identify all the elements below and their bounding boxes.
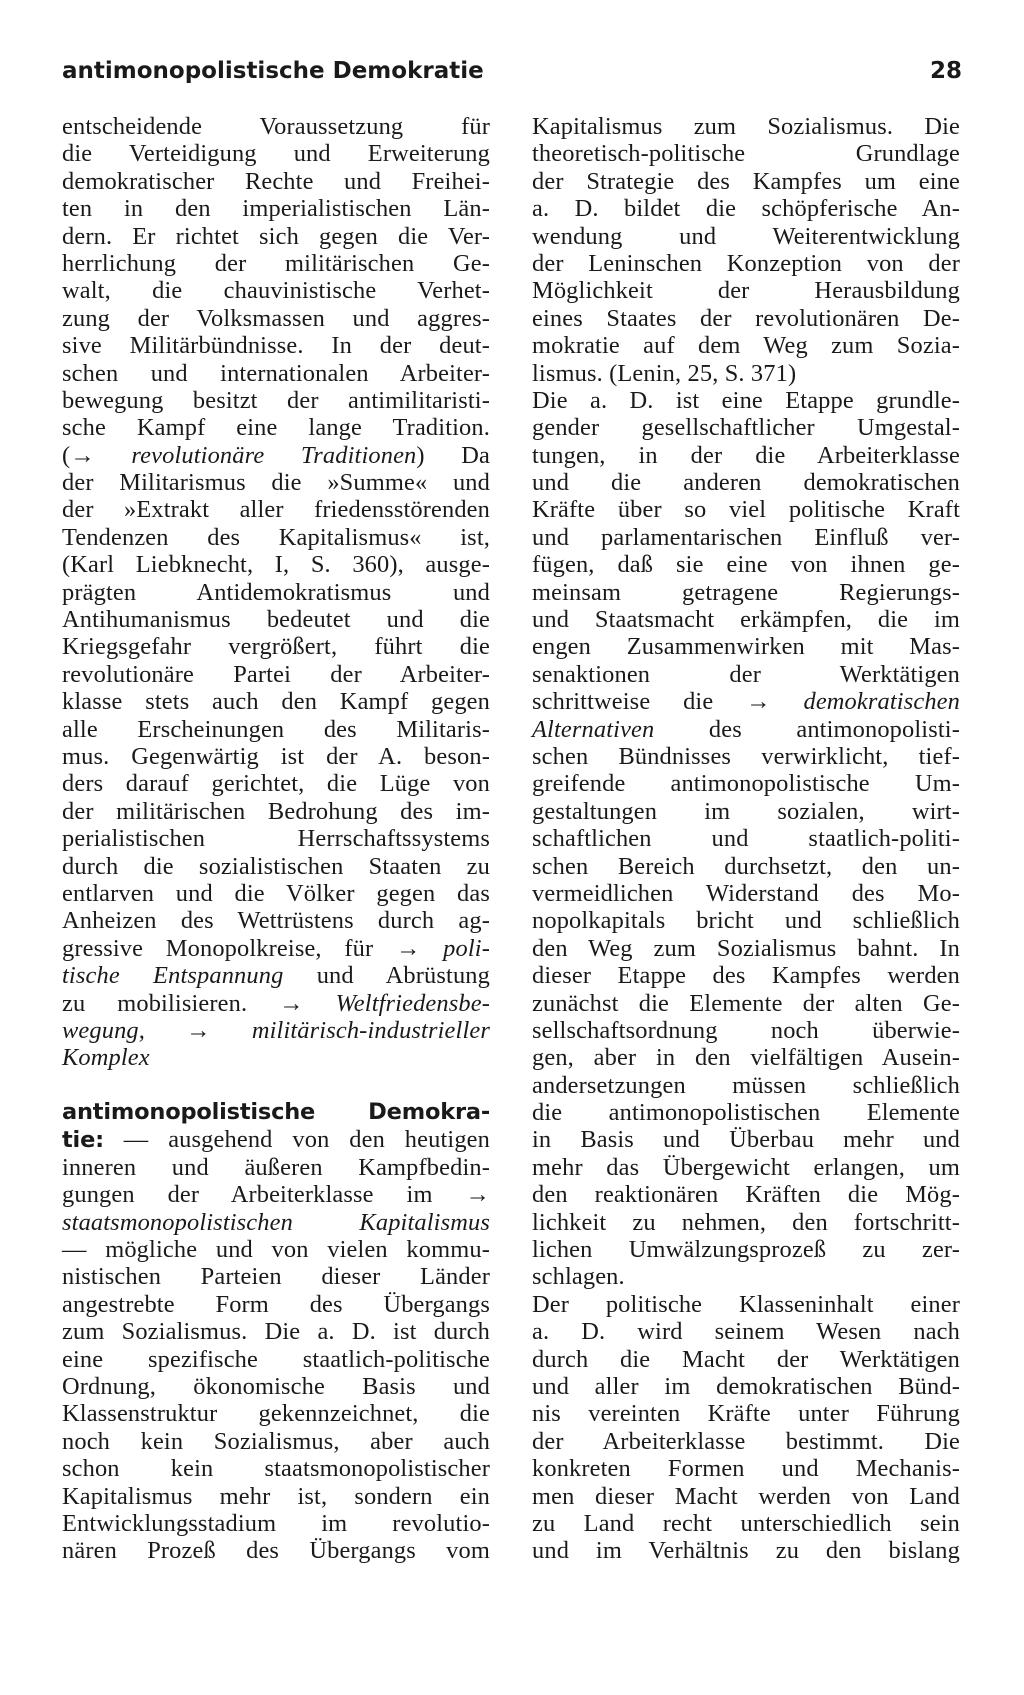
text-line: ders darauf gerichtet, die Lüge von — [62, 770, 490, 798]
text-line: fügen, daß sie eine von ihnen ge- — [532, 551, 960, 579]
text-line: schen Bereich durchsetzt, den un- — [532, 852, 960, 880]
text-line: inneren und äußeren Kampfbedin- — [62, 1153, 490, 1181]
text-line: dieser Etappe des Kampfes werden — [532, 962, 960, 990]
text-line: die antimonopolistischen Elemente — [532, 1099, 960, 1127]
text-segment: → — [145, 1016, 252, 1044]
text-line: a. D. wird seinem Wesen nach — [532, 1318, 960, 1346]
text-line: schon kein staatsmonopolistischer — [62, 1455, 490, 1483]
text-line: nopolkapitals bricht und schließlich — [532, 907, 960, 935]
text-line: andersetzungen müssen schließlich — [532, 1071, 960, 1099]
text-line: den Weg zum Sozialismus bahnt. In — [532, 934, 960, 962]
text-line: zunächst die Elemente der alten Ge- — [532, 989, 960, 1017]
text-line: herrlichung der militärischen Ge- — [62, 249, 490, 277]
text-line: Klassenstruktur gekennzeichnet, die — [62, 1400, 490, 1428]
text-line: demokratischer Rechte und Freihei- — [62, 167, 490, 195]
text-line: und die anderen demokratischen — [532, 469, 960, 497]
text-line: perialistischen Herrschaftssystems — [62, 825, 490, 853]
left-column — [62, 113, 490, 1565]
text-line: der Strategie des Kampfes um eine — [532, 167, 960, 195]
text-segment: schrittweise die → — [532, 688, 804, 716]
text-line — [62, 1126, 490, 1153]
cross-reference-link[interactable]: wegung, — [62, 1016, 146, 1044]
text-line — [532, 688, 960, 715]
text-segment: — ausgehend von den heutigen — [103, 1126, 490, 1154]
text-line: der Leninschen Konzeption von der — [532, 249, 960, 277]
text-line: walt, die chauvinistische Verhet- — [62, 277, 490, 305]
text-line: mus. Gegenwärtig ist der A. beson- — [62, 742, 490, 770]
cross-reference-link[interactable]: revolutionäre Traditionen — [131, 441, 417, 469]
text-line: gungen der Arbeiterklasse im → — [62, 1181, 490, 1209]
cross-reference-link[interactable]: staatsmonopolistischen Kapitalismus — [62, 1208, 490, 1236]
text-line: den reaktionären Kräften die Mög- — [532, 1181, 960, 1209]
text-line: konkreten Formen und Mechanis- — [532, 1455, 960, 1483]
text-line: gen, aber in den vielfältigen Ausein- — [532, 1044, 960, 1072]
text-line: klasse stets auch den Kampf gegen — [62, 688, 490, 716]
text-line: (Karl Liebknecht, I, S. 360), ausge- — [62, 551, 490, 579]
text-line: angestrebte Form des Übergangs — [62, 1290, 490, 1318]
text-line: lismus. (Lenin, 25, S. 371) — [532, 359, 797, 387]
page-number: 28 — [929, 58, 962, 84]
text-line: zum Sozialismus. Die a. D. ist durch — [62, 1318, 490, 1346]
text-line: nären Prozeß des Übergangs vom — [62, 1537, 490, 1565]
text-line: zu Land recht unterschiedlich sein — [532, 1509, 960, 1537]
text-line: alle Erscheinungen des Militaris- — [62, 715, 490, 743]
text-line — [62, 990, 490, 1017]
text-segment: gressive Monopolkreise, für → — [62, 934, 444, 962]
cross-reference-link[interactable]: Weltfriedensbe- — [335, 989, 490, 1017]
text-line: lichkeit zu nehmen, den fortschritt- — [532, 1208, 960, 1236]
text-line: schaftlichen und staatlich-politi- — [532, 825, 960, 853]
text-line: a. D. bildet die schöpferische An- — [532, 195, 960, 223]
running-header — [62, 58, 962, 98]
text-line: sche Kampf eine lange Tradition. — [62, 414, 490, 442]
text-line — [532, 716, 960, 743]
text-line: prägten Antidemokratismus und — [62, 578, 490, 606]
text-line: Kräfte über so viel politische Kraft — [532, 496, 960, 524]
text-line: entscheidende Voraussetzung für — [62, 113, 490, 140]
text-line — [62, 962, 490, 989]
text-line: tungen, in der die Arbeiterklasse — [532, 441, 960, 469]
text-line: Ordnung, ökonomische Basis und — [62, 1372, 490, 1400]
entry-headword: antimonopolistische Demokra- — [62, 1099, 490, 1126]
text-line: nis vereinten Kräfte unter Führung — [532, 1400, 960, 1428]
text-line: und parlamentarischen Einfluß ver- — [532, 523, 960, 551]
text-line: in Basis und Überbau mehr und — [532, 1126, 960, 1154]
text-line — [62, 442, 490, 469]
cross-reference-link[interactable]: tische Entspannung — [62, 962, 284, 990]
text-line: nistischen Parteien dieser Länder — [62, 1263, 490, 1291]
cross-reference-link[interactable]: militärisch-industrieller — [251, 1016, 490, 1044]
text-line: theoretisch-politische Grundlage — [532, 140, 960, 168]
text-line: noch kein Sozialismus, aber auch — [62, 1427, 490, 1455]
text-line: revolutionäre Partei der Arbeiter- — [62, 660, 490, 688]
cross-reference-link[interactable]: Alternativen — [532, 715, 655, 743]
entry-headword-end: tie: — [62, 1127, 104, 1154]
text-line: der Arbeiterklasse bestimmt. Die — [532, 1427, 960, 1455]
text-line: Antihumanismus bedeutet und die — [62, 606, 490, 634]
text-line: bewegung besitzt der antimilitaristi- — [62, 386, 490, 414]
text-segment: (→ — [62, 441, 132, 469]
text-line: Kapitalismus zum Sozialismus. Die — [532, 113, 960, 140]
text-line — [62, 1017, 490, 1044]
text-line: Entwicklungsstadium im revolutio- — [62, 1509, 490, 1537]
text-line: Kriegsgefahr vergrößert, führt die — [62, 633, 490, 661]
cross-reference-link[interactable]: poli- — [443, 934, 490, 962]
text-line: eine spezifische staatlich-politische — [62, 1345, 490, 1373]
text-line: — mögliche und von vielen kommu- — [62, 1236, 490, 1264]
text-line: senaktionen der Werktätigen — [532, 660, 960, 688]
text-line: mokratie auf dem Weg zum Sozia- — [532, 332, 960, 360]
text-line: entlarven und die Völker gegen das — [62, 879, 490, 907]
text-line: gestaltungen im sozialen, wirt- — [532, 797, 960, 825]
text-line: lichen Umwälzungsprozeß zu zer- — [532, 1236, 960, 1264]
entry-spacer — [62, 1072, 490, 1099]
text-line: sive Militärbündnisse. In der deut- — [62, 332, 490, 360]
text-line: vermeidlichen Widerstand des Mo- — [532, 879, 960, 907]
text-line: wendung und Weiterentwicklung — [532, 222, 960, 250]
right-column — [532, 113, 960, 1565]
text-line: Die a. D. ist eine Etappe grundle- — [532, 386, 960, 414]
text-line: der militärischen Bedrohung des im- — [62, 797, 490, 825]
text-line: dern. Er richtet sich gegen die Ver- — [62, 222, 490, 250]
text-line: men dieser Macht werden von Land — [532, 1482, 960, 1510]
cross-reference-link[interactable]: Komplex — [62, 1044, 150, 1072]
text-line: durch die Macht der Werktätigen — [532, 1345, 960, 1373]
text-line: schlagen. — [532, 1263, 625, 1291]
cross-reference-link[interactable]: demokratischen — [803, 688, 960, 716]
text-line: sellschaftsordnung noch überwie- — [532, 1016, 960, 1044]
text-line: zung der Volksmassen und aggres- — [62, 304, 490, 332]
text-line: engen Zusammenwirken mit Mas- — [532, 633, 960, 661]
text-line: Der politische Klasseninhalt einer — [532, 1290, 960, 1318]
text-line: schen und internationalen Arbeiter- — [62, 359, 490, 387]
text-line: ten in den imperialistischen Län- — [62, 195, 490, 223]
header-title: antimonopolistische Demokratie — [62, 58, 484, 84]
text-line: meinsam getragene Regierungs- — [532, 578, 960, 606]
text-line: der Militarismus die »Summe« und — [62, 469, 490, 497]
text-line: und aller im demokratischen Bünd- — [532, 1372, 960, 1400]
text-line: Möglichkeit der Herausbildung — [532, 277, 960, 305]
text-segment: des antimonopolisti- — [654, 715, 960, 743]
text-segment: und Abrüstung — [283, 962, 490, 990]
text-line: und Staatsmacht erkämpfen, die im — [532, 606, 960, 634]
text-line: Tendenzen des Kapitalismus« ist, — [62, 523, 490, 551]
text-line: gender gesellschaftlicher Umgestal- — [532, 414, 960, 442]
text-segment: zu mobilisieren. → — [62, 989, 336, 1017]
text-line: schen Bündnisses verwirklicht, tief- — [532, 742, 960, 770]
text-line — [62, 935, 490, 962]
text-line: Kapitalismus mehr ist, sondern ein — [62, 1482, 490, 1510]
text-line: eines Staates der revolutionären De- — [532, 304, 960, 332]
text-line: mehr das Übergewicht erlangen, um — [532, 1153, 960, 1181]
text-line: greifende antimonopolistische Um- — [532, 770, 960, 798]
text-line: durch die sozialistischen Staaten zu — [62, 852, 490, 880]
text-line — [62, 1044, 490, 1071]
text-line: der »Extrakt aller friedensstörenden — [62, 496, 490, 524]
text-line: die Verteidigung und Erweiterung — [62, 140, 490, 168]
text-line: und im Verhältnis zu den bislang — [532, 1537, 960, 1565]
text-line: Anheizen des Wettrüstens durch ag- — [62, 907, 490, 935]
text-segment: ) Da — [416, 441, 490, 469]
